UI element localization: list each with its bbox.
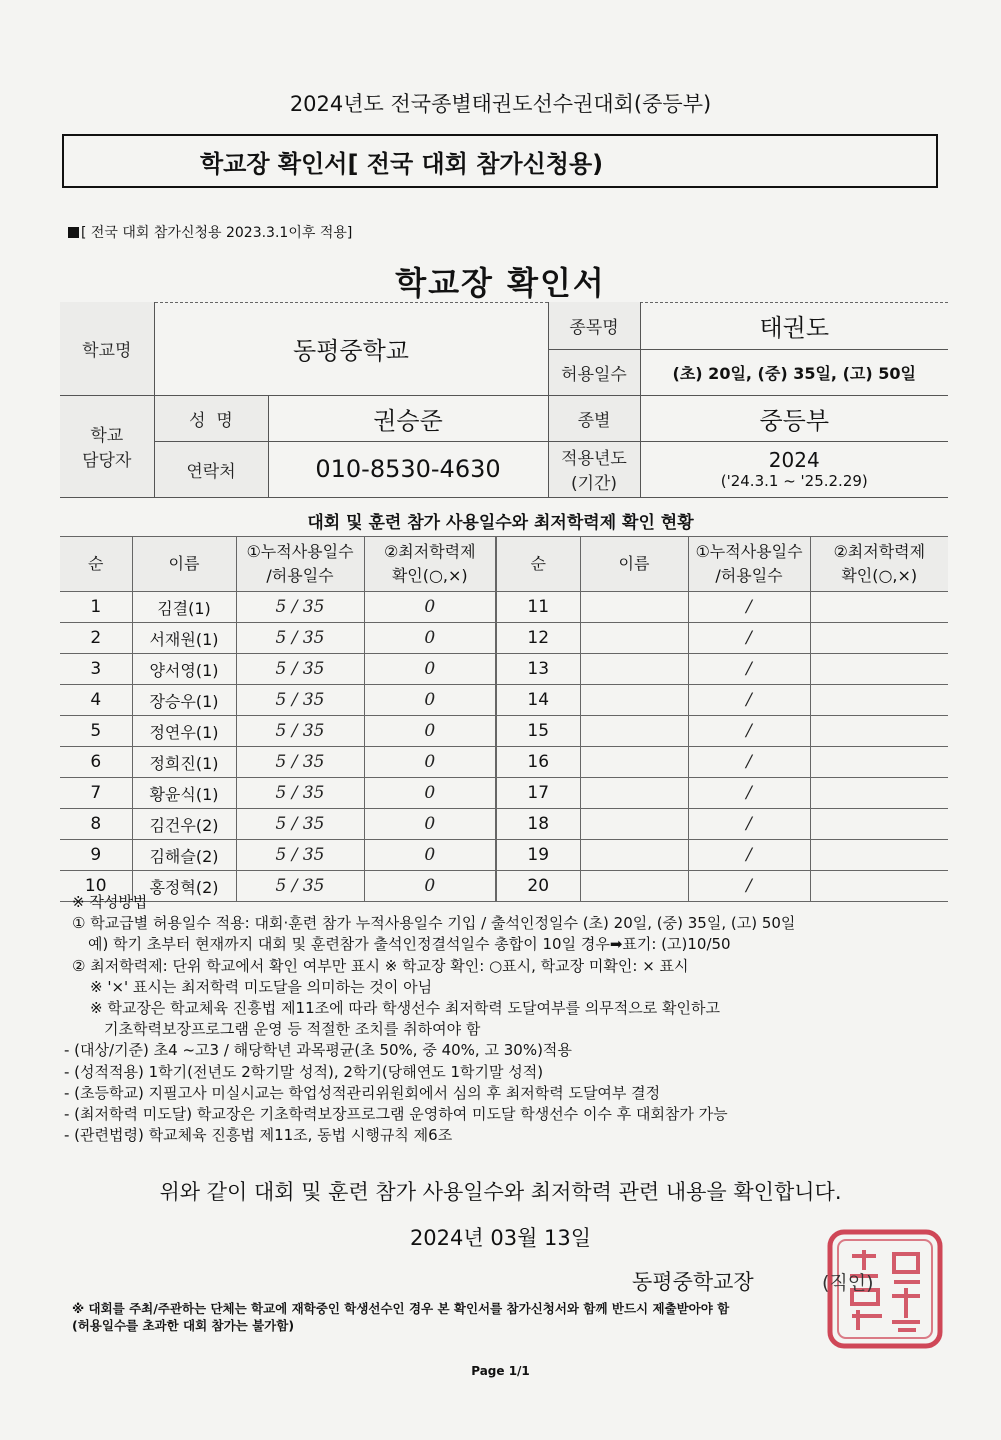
name-value: 권승준 [268,395,548,441]
student-name [580,840,688,871]
row-number: 19 [496,840,580,871]
table-row [60,747,948,778]
row-number: 1 [60,592,132,623]
header-days-right-line2: /허용일수 [715,566,783,585]
days-used: / [688,654,810,685]
row-number: 6 [60,747,132,778]
year-label-line1: 적용년도 [561,449,627,469]
detail-grades: - (성적적용) 1학기(전년도 2학기말 성적), 2학기(당해연도 1학기말 성적) [64,1062,544,1081]
event-title: 2024년도 전국종별태권도선수권대회(중등부) [289,92,712,116]
student-name: 양서영(1) [132,654,236,685]
min-grade-check [810,840,948,871]
student-name [580,654,688,685]
table-row [60,592,948,623]
table-row [60,778,948,809]
row-number: 14 [496,685,580,716]
seal-label: (직인) [822,1272,874,1294]
min-grade-check: 0 [364,716,496,747]
min-grade-check [810,716,948,747]
instruction-2-note-c: 기초학력보장프로그램 운영 등 적절한 조치를 취하여야 함 [104,1020,481,1039]
days-used: / [688,747,810,778]
min-grade-check: 0 [364,685,496,716]
student-name: 서재원(1) [132,623,236,654]
sport-value: 태권도 [640,302,948,349]
row-number: 16 [496,747,580,778]
header-no: 순 [60,537,132,592]
footer-line-1: ※ 대회를 주최/주관하는 단체는 학교에 재학중인 학생선수인 경우 본 확인서를 참가신청서와 함께 반드시 제출받아야 함 [72,1301,730,1316]
student-name: 정연우(1) [132,716,236,747]
header-days [236,537,364,592]
min-grade-check [810,778,948,809]
row-number: 15 [496,716,580,747]
header-days-line1: ①누적사용일수 [246,542,354,561]
issue-date: 2024년 03월 13일 [409,1226,592,1250]
days-used: 5 / 35 [236,685,364,716]
student-name [580,809,688,840]
year-value: 2024 [768,448,820,472]
days-used: / [688,623,810,654]
header-days-right-line1: ①누적사용일수 [695,542,803,561]
year-label-line2: (기간) [570,474,618,494]
detail-underachieve: - (최저학력 미도달) 학교장은 기초학력보장프로그램 운영하여 미도달 학생선수 이수 후 대회참가 가능 [64,1105,728,1124]
instruction-2-note-a: ※ '×' 표시는 최저학력 미도달을 의미하는 것이 아님 [90,977,433,996]
instruction-1: ① 학교급별 허용일수 적용: 대회·훈련 참가 누적사용일수 기입 / 출석인정일수 (초) 20일, (중) 35일, (고) 50일 [72,914,796,933]
table-row [60,840,948,871]
footer-note [72,1300,932,1334]
min-grade-check: 0 [364,592,496,623]
min-grade-check [810,654,948,685]
sport-label: 종목명 [548,302,640,349]
min-grade-check [810,747,948,778]
min-grade-check: 0 [364,623,496,654]
row-number: 4 [60,685,132,716]
header-grade-line2: 확인(○,×) [391,566,468,585]
year-label [548,441,640,497]
manager-label-line2: 담당자 [82,451,132,471]
student-name: 정희진(1) [132,747,236,778]
days-used: / [688,685,810,716]
min-grade-check [810,623,948,654]
black-square-icon [68,227,79,238]
min-grade-check: 0 [364,778,496,809]
row-number: 13 [496,654,580,685]
days-used: 5 / 35 [236,840,364,871]
period-value: ('24.3.1 ~ '25.2.29) [720,472,868,490]
days-used: / [688,778,810,809]
instructions [64,892,932,1146]
division-value: 중등부 [640,395,948,441]
form-title: 학교장 확인서[ 전국 대회 참가신청용) [200,149,604,178]
days-used: / [688,809,810,840]
row-number: 12 [496,623,580,654]
days-used: / [688,592,810,623]
header-grade-line1: ②최저학력제 [383,542,476,561]
row-number: 8 [60,809,132,840]
days-used: 5 / 35 [236,654,364,685]
table-row [60,716,948,747]
name-label: 성 명 [154,395,268,441]
table-row [60,685,948,716]
allowed-days-label: 허용일수 [548,349,640,395]
days-used: / [688,716,810,747]
days-used: 5 / 35 [236,871,364,902]
instruction-2-note-b: ※ 학교장은 학교체육 진흥법 제11조에 따라 학생선수 최저학력 도달여부를 의무적으로 확인하고 [90,999,720,1018]
min-grade-check [810,592,948,623]
detail-law: - (관련법령) 학교체육 진흥법 제11조, 동법 시행규칙 제6조 [64,1126,453,1145]
school-value: 동평중학교 [154,302,548,395]
row-number: 18 [496,809,580,840]
division-label: 종별 [548,395,640,441]
row-number: 20 [496,871,580,902]
days-used: 5 / 35 [236,809,364,840]
roster-table [60,536,948,902]
applicability-note [68,222,352,242]
info-table [60,302,948,498]
student-name [580,623,688,654]
instruction-1-example: 예) 학기 초부터 현재까지 대회 및 훈련참가 출석인정결석일수 총합이 10일 경우➡표기: (고)10/50 [88,935,731,954]
roster-header-row [60,537,948,592]
header-name: 이름 [132,537,236,592]
min-grade-check [810,685,948,716]
confirmation-statement: 위와 같이 대회 및 훈련 참가 사용일수와 최저학력 관련 내용을 확인합니다. [159,1180,842,1204]
student-name [580,747,688,778]
school-label: 학교명 [60,302,154,395]
student-name: 홍정혁(2) [132,871,236,902]
student-name [580,592,688,623]
header-days-right [688,537,810,592]
days-used: 5 / 35 [236,623,364,654]
min-grade-check: 0 [364,809,496,840]
student-name [580,716,688,747]
row-number: 17 [496,778,580,809]
detail-target: - (대상/기준) 초4 ~고3 / 해당학년 과목평균(초 50%, 중 40%, 고 30%)적용 [64,1041,572,1060]
manager-label [60,395,154,497]
contact-label: 연락처 [154,441,268,497]
student-name: 황윤식(1) [132,778,236,809]
principal-name: 동평중학교장 [632,1270,754,1294]
header-grade-right-line1: ②최저학력제 [833,542,926,561]
student-name: 김결(1) [132,592,236,623]
document-title: 학교장 확인서 [395,264,606,302]
days-used: / [688,840,810,871]
table-row [60,623,948,654]
footer-line-2: (허용일수를 초과한 대회 참가는 불가함) [72,1318,295,1333]
manager-label-line1: 학교 [90,426,124,446]
min-grade-check: 0 [364,871,496,902]
min-grade-check: 0 [364,747,496,778]
student-name: 장승우(1) [132,685,236,716]
applicability-note-text: [ 전국 대회 참가신청용 2023.3.1이후 적용] [81,225,353,241]
days-used: 5 / 35 [236,716,364,747]
page-number: Page 1/1 [471,1364,530,1378]
student-name [580,685,688,716]
min-grade-check: 0 [364,654,496,685]
table-row [60,809,948,840]
student-name [580,778,688,809]
form-title-box [62,134,938,188]
header-grade-right-line2: 확인(○,×) [841,566,918,585]
student-name: 김건우(2) [132,809,236,840]
row-number: 3 [60,654,132,685]
row-number: 5 [60,716,132,747]
days-used: 5 / 35 [236,747,364,778]
detail-elementary: - (초등학교) 지필고사 미실시교는 학업성적관리위원회에서 심의 후 최저학력 도달여부 결정 [64,1083,661,1102]
days-used: 5 / 35 [236,592,364,623]
row-number: 7 [60,778,132,809]
student-name: 김해슬(2) [132,840,236,871]
row-number: 2 [60,623,132,654]
allowed-days-value: (초) 20일, (중) 35일, (고) 50일 [640,349,948,395]
min-grade-check: 0 [364,840,496,871]
days-used: / [688,871,810,902]
row-number: 11 [496,592,580,623]
contact-value: 010-8530-4630 [268,441,548,497]
row-number: 9 [60,840,132,871]
row-number: 10 [60,871,132,902]
header-days-line2: /허용일수 [266,566,334,585]
header-no-right: 순 [496,537,580,592]
year-cell [640,441,948,497]
min-grade-check [810,809,948,840]
days-used: 5 / 35 [236,778,364,809]
instruction-2: ② 최저학력제: 단위 학교에서 확인 여부만 표시 ※ 학교장 확인: ○표시, 학교장 미확인: × 표시 [72,956,689,975]
header-name-right: 이름 [580,537,688,592]
instructions-heading: ※ 작성방법 [72,893,148,911]
table-row [60,654,948,685]
header-grade-right [810,537,948,592]
header-grade [364,537,496,592]
roster-title: 대회 및 훈련 참가 사용일수와 최저학력제 확인 현황 [307,513,694,533]
